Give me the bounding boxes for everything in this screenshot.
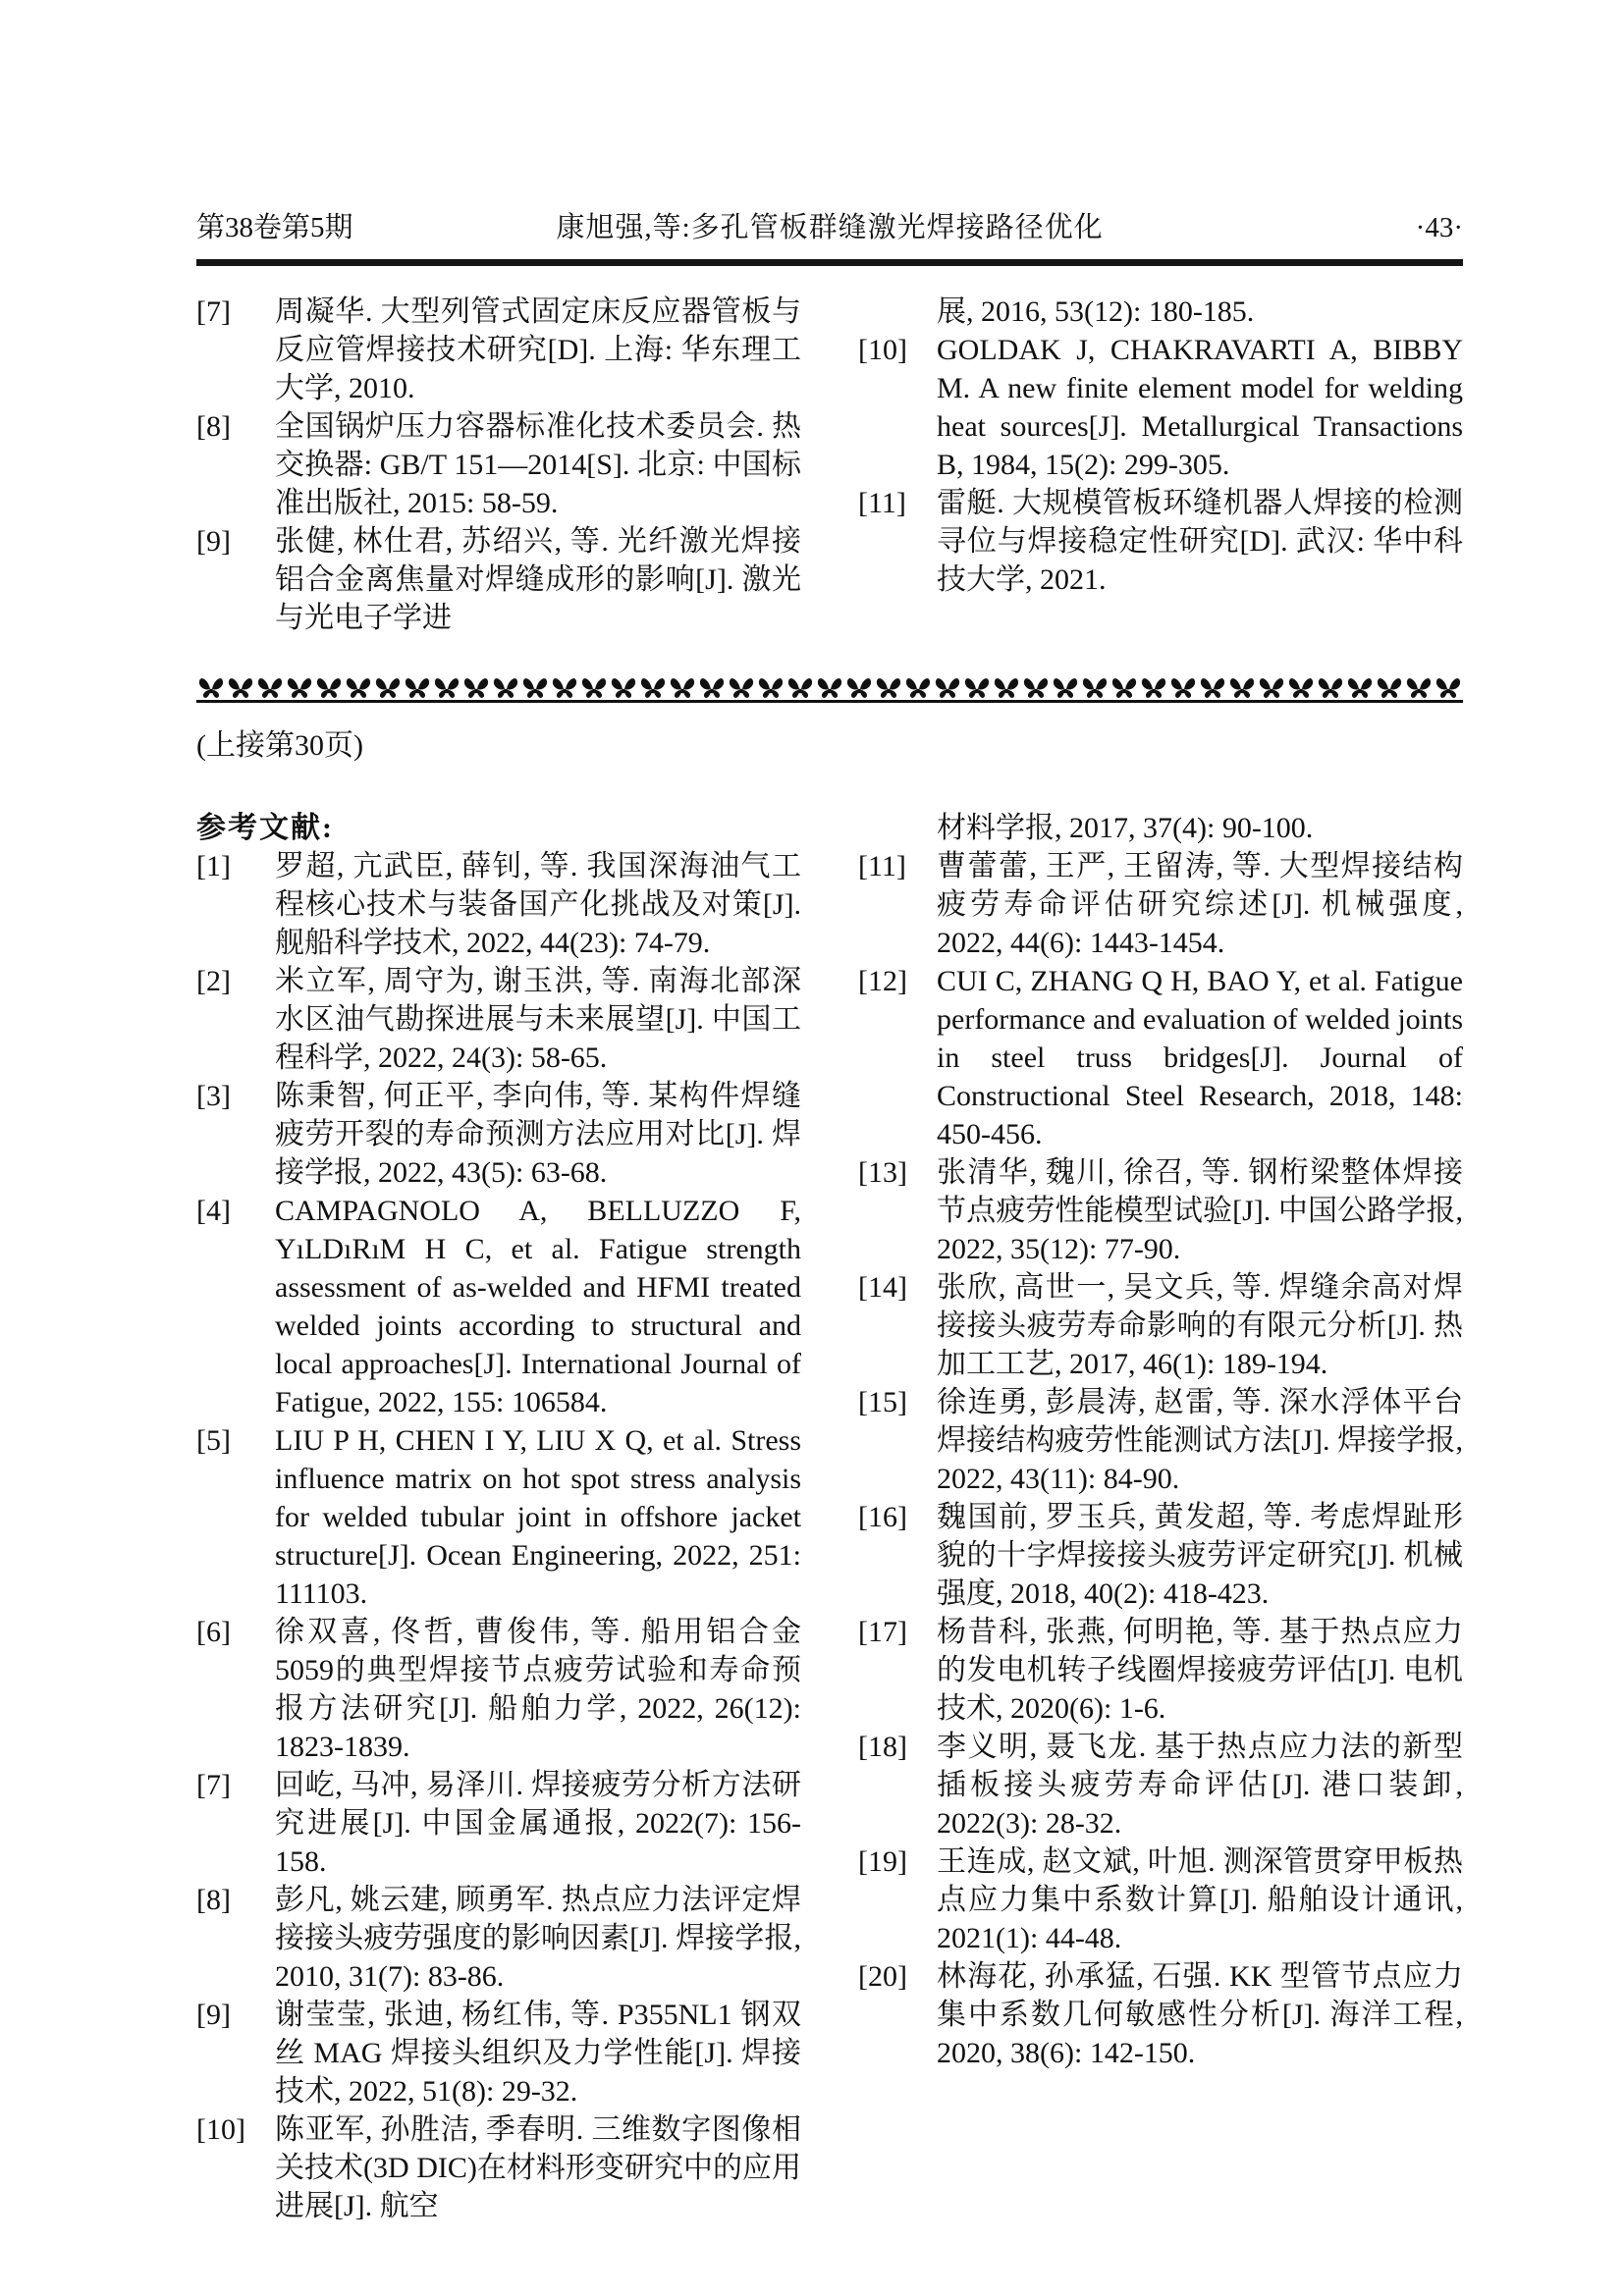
reference-text: 彭凡, 姚云建, 顾勇军. 热点应力法评定焊接接头疲劳强度的影响因素[J]. 焊接学报, 2010, 31(7): 83-86.: [275, 1884, 801, 1993]
reference-item: [196, 1881, 801, 1996]
reference-number: [12]: [858, 965, 907, 997]
reference-text: LIU P H, CHEN I Y, LIU X Q, et al. Stress influence matrix on hot spot stress analysis for welded tubular joint in offshore jacket structure[J]. Ocean Engineering, 2022, 251: 111103.: [275, 1424, 801, 1610]
reference-item: [858, 293, 1463, 331]
reference-item: [196, 1421, 801, 1613]
references-heading: 参考文献:: [196, 812, 334, 844]
reference-item: [196, 1613, 801, 1766]
reference-item: [858, 331, 1463, 484]
reference-item: [196, 293, 801, 407]
reference-text: 陈秉智, 何正平, 李向伟, 等. 某构件焊缝疲劳开裂的寿命预测方法应用对比[J]. 焊接学报, 2022, 43(5): 63-68.: [275, 1080, 801, 1189]
reference-number: [20]: [858, 1960, 907, 1993]
reference-number: [6]: [196, 1616, 231, 1648]
reference-number: [8]: [196, 1884, 231, 1916]
reference-text: 展, 2016, 53(12): 180-185.: [937, 295, 1255, 328]
reference-number: [8]: [196, 410, 231, 443]
reference-number: [18]: [858, 1731, 907, 1763]
reference-number: [9]: [196, 1999, 231, 2031]
reference-number: [858, 293, 937, 331]
reference-text: 雷艇. 大规模管板环缝机器人焊接的检测寻位与焊接稳定性研究[D]. 武汉: 华中科技大学, 2021.: [937, 487, 1463, 596]
reference-text: CAMPAGNOLO A, BELLUZZO F, YıLDıRıM H C, et al. Fatigue strength assessment of as-welded and HFMI treated welded joints according to structural and local approaches[J]. International Journal of Fatigue, 2022, 155: 106584.: [275, 1195, 801, 1418]
running-head-article-title: 康旭强,等:多孔管板群缝激光焊接路径优化: [556, 212, 1104, 243]
reference-item: [196, 2110, 801, 2225]
top-references-left-column: [196, 293, 801, 637]
running-head: [196, 211, 1463, 244]
reference-item: [858, 1613, 1463, 1728]
reference-text: 张健, 林仕君, 苏绍兴, 等. 光纤激光焊接铝合金离焦量对焊缝成形的影响[J]. 激光与光电子学进: [275, 525, 801, 634]
reference-item: [858, 1842, 1463, 1957]
top-references-section: [196, 293, 1463, 637]
reference-text: 张清华, 魏川, 徐召, 等. 钢桁梁整体焊接节点疲劳性能模型试验[J]. 中国公路学报, 2022, 35(12): 77-90.: [937, 1156, 1463, 1265]
reference-text: CUI C, ZHANG Q H, BAO Y, et al. Fatigue performance and evaluation of welded joints in steel truss bridges[J]. Journal of Constructional Steel Research, 2018, 148: 450-456.: [937, 965, 1463, 1150]
reference-text: 材料学报, 2017, 37(4): 90-100.: [937, 812, 1314, 844]
reference-item: [858, 484, 1463, 599]
reference-item: [196, 1077, 801, 1192]
reference-text: 张欣, 高世一, 吴文兵, 等. 焊缝余高对焊接接头疲劳寿命影响的有限元分析[J]. 热加工工艺, 2017, 46(1): 189-194.: [937, 1271, 1463, 1380]
volume-issue: 第38卷第5期: [196, 212, 353, 243]
reference-item: [196, 962, 801, 1077]
reference-text: 回屹, 马冲, 易泽川. 焊接疲劳分析方法研究进展[J]. 中国金属通报, 2022(7): 156-158.: [275, 1769, 801, 1878]
reference-text: 徐双喜, 佟哲, 曹俊伟, 等. 船用铝合金5059的典型焊接节点疲劳试验和寿命预报方法研究[J]. 船舶力学, 2022, 26(12): 1823-1839.: [275, 1616, 801, 1763]
reference-number: [16]: [858, 1501, 907, 1533]
references-right-list: [858, 809, 1463, 2072]
reference-text: 罗超, 亢武臣, 薛钊, 等. 我国深海油气工程核心技术与装备国产化挑战及对策[J]. 舰船科学技术, 2022, 44(23): 74-79.: [275, 850, 801, 959]
reference-item: [858, 962, 1463, 1153]
reference-number: [1]: [196, 850, 231, 882]
reference-item: [858, 1383, 1463, 1498]
references-right-column: [858, 809, 1463, 2225]
reference-text: 徐连勇, 彭晨涛, 赵雷, 等. 深水浮体平台焊接结构疲劳性能测试方法[J]. 焊接学报, 2022, 43(11): 84-90.: [937, 1386, 1463, 1495]
reference-number: [9]: [196, 525, 231, 558]
reference-number: [14]: [858, 1271, 907, 1304]
reference-text: 陈亚军, 孙胜洁, 季春明. 三维数字图像相关技术(3D DIC)在材料形变研究中的应用进展[J]. 航空: [275, 2113, 801, 2222]
reference-item: [196, 847, 801, 962]
reference-item: [858, 1498, 1463, 1613]
reference-text: 林海花, 孙承猛, 石强. KK 型管节点应力集中系数几何敏感性分析[J]. 海洋工程, 2020, 38(6): 142-150.: [937, 1960, 1463, 2069]
reference-number: [10]: [196, 2113, 245, 2146]
reference-text: 周凝华. 大型列管式固定床反应器管板与反应管焊接技术研究[D]. 上海: 华东理工大学, 2010.: [275, 295, 801, 404]
reference-item: [196, 1192, 801, 1421]
reference-number: [11]: [858, 850, 906, 882]
reference-number: [2]: [196, 965, 231, 997]
reference-number: [4]: [196, 1195, 231, 1227]
reference-number: [15]: [858, 1386, 907, 1418]
reference-text: 魏国前, 罗玉兵, 黄发超, 等. 考虑焊趾形貌的十字焊接接头疲劳评定研究[J]. 机械强度, 2018, 40(2): 418-423.: [937, 1501, 1463, 1610]
reference-number: [13]: [858, 1156, 907, 1189]
top-references-right-column: [858, 293, 1463, 637]
butterfly-ornament-icon: [196, 674, 1463, 700]
reference-item: [858, 1153, 1463, 1268]
references-left-column: [196, 809, 801, 2225]
reference-text: 米立军, 周守为, 谢玉洪, 等. 南海北部深水区油气勘探进展与未来展望[J]. 中国工程科学, 2022, 24(3): 58-65.: [275, 965, 801, 1074]
reference-number: [17]: [858, 1616, 907, 1648]
reference-item: [858, 1957, 1463, 2072]
reference-text: 曹蕾蕾, 王严, 王留涛, 等. 大型焊接结构疲劳寿命评估研究综述[J]. 机械强度, 2022, 44(6): 1443-1454.: [937, 850, 1463, 959]
reference-item: [196, 407, 801, 522]
reference-text: 谢莹莹, 张迪, 杨红伟, 等. P355NL1 钢双丝 MAG 焊接头组织及力学性能[J]. 焊接技术, 2022, 51(8): 29-32.: [275, 1999, 801, 2108]
reference-item: [858, 809, 1463, 847]
reference-text: 杨昔科, 张燕, 何明艳, 等. 基于热点应力的发电机转子线圈焊接疲劳评估[J]. 电机技术, 2020(6): 1-6.: [937, 1616, 1463, 1725]
continued-from-note: (上接第30页): [196, 729, 363, 762]
reference-text: GOLDAK J, CHAKRAVARTI A, BIBBY M. A new finite element model for welding heat sources[J]. Metallurgical Transactions B, 1984, 15(2): 299-305.: [937, 334, 1463, 481]
reference-item: [196, 1766, 801, 1881]
header-rule: [196, 259, 1463, 266]
reference-item: [858, 1268, 1463, 1383]
reference-text: 王连成, 赵文斌, 叶旭. 测深管贯穿甲板热点应力集中系数计算[J]. 船舶设计通讯, 2021(1): 44-48.: [937, 1845, 1463, 1954]
reference-number: [3]: [196, 1080, 231, 1112]
reference-item: [196, 1996, 801, 2110]
reference-text: 李义明, 聂飞龙. 基于热点应力法的新型插板接头疲劳寿命评估[J]. 港口装卸, 2022(3): 28-32.: [937, 1731, 1463, 1840]
reference-number: [7]: [196, 1769, 231, 1801]
reference-text: 全国锅炉压力容器标准化技术委员会. 热交换器: GB/T 151—2014[S]. 北京: 中国标准出版社, 2015: 58-59.: [275, 410, 801, 519]
reference-item: [196, 522, 801, 637]
reference-number: [7]: [196, 295, 231, 328]
reference-number: [5]: [196, 1424, 231, 1457]
reference-number: [10]: [858, 334, 907, 366]
reference-number: [858, 809, 937, 847]
reference-item: [858, 847, 1463, 962]
reference-number: [11]: [858, 487, 906, 519]
references-left-list: [196, 847, 801, 2225]
butterfly-ornament-separator: [196, 674, 1463, 703]
references-section: [196, 809, 1463, 2225]
reference-number: [19]: [858, 1845, 907, 1878]
reference-item: [858, 1728, 1463, 1842]
page-number: ·43·: [1415, 212, 1463, 243]
